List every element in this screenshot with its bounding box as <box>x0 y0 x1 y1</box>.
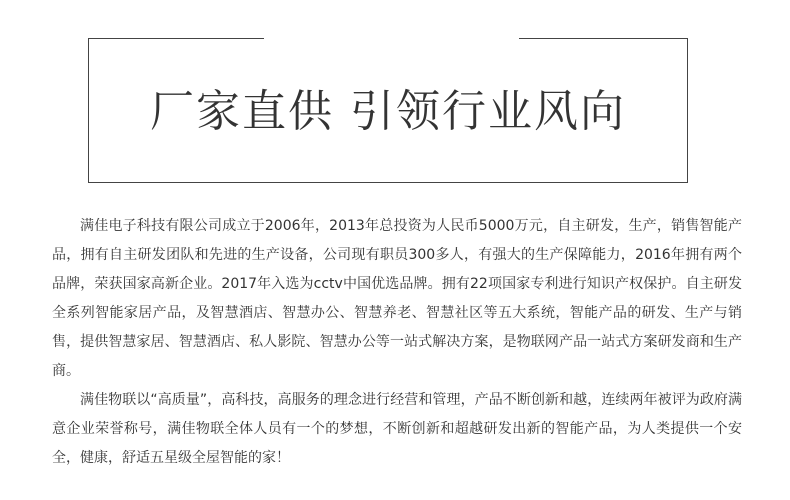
intro-paragraph-2: 满佳物联以“高质量”，高科技，高服务的理念进行经营和管理，产品不断创新和越，连续两年被评为政府满意企业荣誉称号，满佳物联全体人员有一个的梦想，不断创新和超越研发出新的智能产品，为人类提供一个安全，健康，舒适五星级全屋智能的家！ <box>52 392 742 466</box>
company-intro <box>52 212 742 473</box>
intro-paragraph-1: 满佳电子科技有限公司成立于2006年，2013年总投资为人民币5000万元，自主研发，生产，销售智能产品，拥有自主研发团队和先进的生产设备，公司现有职员300多人，有强大的生产保障能力，2016年拥有两个品牌，荣获国家高新企业。2017年入选为cctv中国优选品牌。拥有22项国家专利进行知识产权保护。自主研发全系列智能家居产品，及智慧酒店、智慧办公、智慧养老、智慧社区等五大系统，智能产品的研发、生产与销售，提供智慧家居、智慧酒店、私人影院、智慧办公等一站式解决方案，是物联网产品一站式方案研发商和生产商。 <box>52 218 742 379</box>
page-headline: 厂家直供 引领行业风向 <box>150 86 626 137</box>
headline-frame <box>88 38 688 183</box>
frame-top-gap <box>264 37 519 41</box>
